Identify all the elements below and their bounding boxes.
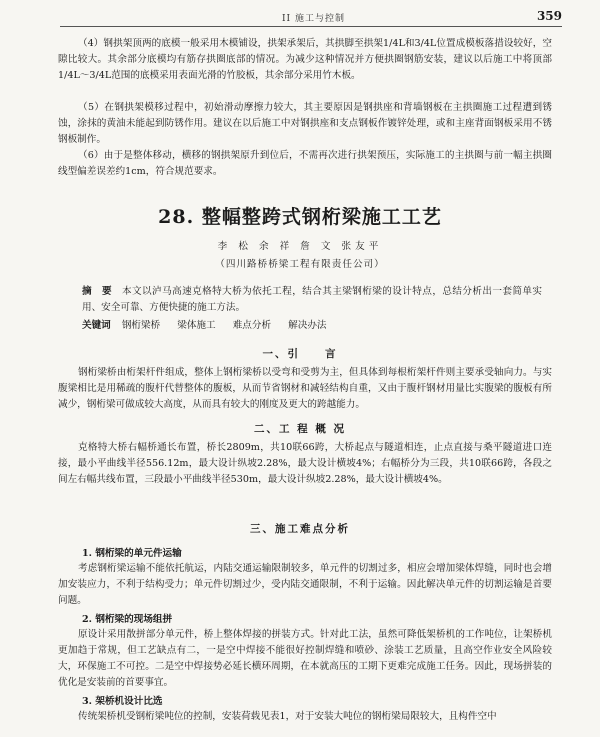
page-header: [60, 8, 562, 26]
section-heading-difficulties: 三、施工难点分析: [250, 523, 350, 535]
header-rule: [60, 26, 562, 27]
section-heading-overview: 二、工 程 概 况: [254, 423, 346, 435]
subsection-text: 考虑钢桁梁运输不能依托航运，内陆交通运输限制较多，单元件的切割过多，相应会增加梁体焊缝，同时也会增加安装应力，不利于结构受力；单元件切割过少，受内陆交通限制，不利于运输。因此解决单元件的切割运输是首要问题。: [58, 563, 552, 606]
subsection-title: 1. 钢桁梁的单元件运输: [82, 548, 182, 559]
prev-paragraph-4: （4）钢拱架顶两的底模一般采用木模铺设，拱架承架后，其拱脚至拱架1/4L和3/4L位置成模板落措设较好，空隙比较大。其余部分底模均有筋存拱圈底部的情况。为减少这种情况并方便拱圈钢筋安装，建议以后施工中将顶部1/4L～3/4L范围的底模采用表面光滑的竹胶板，其余部分采用竹木板。: [58, 38, 552, 81]
article-authors: 李 松 余 祥 詹 文 张友平: [217, 241, 383, 252]
subsection-text: 传统架桥机受钢桁梁吨位的控制，安装荷载见表1，对于安装大吨位的钢桁梁局限较大，且构件空中: [78, 711, 497, 722]
section-heading-introduction: 一、引 言: [262, 348, 338, 360]
running-title: II 施工与控制: [282, 14, 345, 24]
keyword: 难点分析: [232, 320, 272, 331]
section-paragraph: 钢桁梁桥由桁架杆件组成，整体上钢桁梁桥以受弯和受剪为主，但具体到每根桁架杆件则主要承受轴向力。与实腹梁相比是用稀疏的腹杆代替整体的腹板，从而节省钢材和减轻结构自重，又由于腹杆钢材用量比实腹梁的腹板有所减少，钢桁梁可做成较大高度，从而具有较大的刚度及更大的跨越能力。: [58, 367, 552, 410]
prev-paragraph-6: （6）由于是整体移动，横移的钢拱架原升到位后，不需再次进行拱架预压，实际施工的主拱圈与前一幅主拱圈线型偏差误差约1cm，符合规范要求。: [58, 150, 552, 177]
prev-paragraph-5: （5）在钢拱架模移过程中，初始滑动摩擦力较大，其主要原因是钢拱座和背墙钢板在主拱圈施工过程遭到锈蚀，涂抹的黄油未能起到防锈作用。建议在以后施工中对钢拱座和支点钢板作镀锌处理，或和主座背面钢板采用不锈钢板制作。: [58, 102, 552, 145]
article-affiliation: （四川路桥桥梁工程有限责任公司）: [215, 259, 385, 270]
abstract: [82, 284, 542, 316]
keyword: 钢桁梁桥: [121, 320, 161, 331]
article-title: 28. 整幅整跨式钢桁梁施工工艺: [158, 206, 442, 228]
keyword: 解决办法: [288, 320, 327, 331]
abstract-label: 摘 要: [82, 286, 113, 297]
section-paragraph: 克格特大桥右幅桥通长布置，桥长2809m，共10联66跨，大桥起点与隧道相连，止点直接与桑平隧道进口连接，最小平曲线半径556.12m，最大设计纵坡2.28%，最大设计横坡4%；右幅桥分为三段，共10联66跨，各段之间左右幅共线布置，三段最小平曲线半径530m，最大设计纵坡2.28%，最大设计横坡4%。: [58, 442, 552, 485]
subsection-title: 3. 架桥机设计比选: [82, 696, 163, 707]
keyword: 梁体施工: [177, 320, 216, 331]
page-number: 359: [536, 9, 562, 23]
keywords-label: 关键词: [82, 320, 111, 331]
keywords: [82, 317, 542, 331]
subsection-text: 原设计采用散拼部分单元件，桥上整体焊接的拼装方式。针对此工法，虽然可降低架桥机的工作吨位，让架桥机更加趋于常规，但工艺缺点有二，一是空中焊接不能很好控制焊缝和喷砂、涂装工艺质量，且高空作业安全风险较大，环保施工不可控。二是空中焊接势必延长横环周期，在本就高压的工期下更难完成施工任务。因此，现场拼装的优化是安装前的首要事宜。: [58, 629, 552, 688]
abstract-text: 本文以泸马高速克格特大桥为依托工程，结合其主梁钢桁梁的设计特点，总结分析出一套简单实用、安全可靠、方便快捷的施工方法。: [82, 286, 543, 313]
subsection-title: 2. 钢桁梁的现场组拼: [82, 614, 173, 625]
